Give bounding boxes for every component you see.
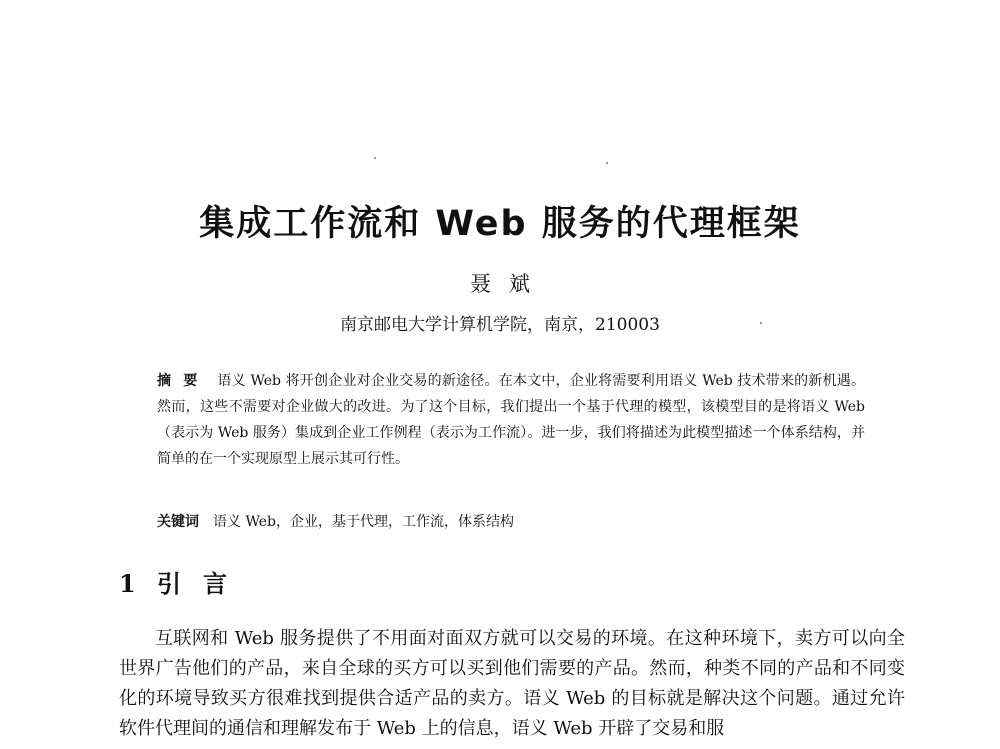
scan-speck [374,157,376,159]
body-paragraph: 互联网和 Web 服务提供了不用面对面双方就可以交易的环境。在这种环境下，卖方可以向全世界广告他们的产品，来自全球的买方可以买到他们需要的产品。然而，种类不同的产品和不同变化的环境导致买方很难找到提供合适产品的卖方。语义 Web 的目标就是解决这个问题。通过允许软件代理间的通信和理解发布于 Web 上的信息，语义 Web 开辟了交易和服 [119,628,905,739]
author-affiliation: 南京邮电大学计算机学院，南京，210003 [340,315,660,335]
abstract-label: 摘要 [157,373,210,389]
section-number: 1 [119,569,136,598]
abstract [157,368,865,472]
paper-title: 集成工作流和 Web 服务的代理框架 [199,204,801,244]
section-title: 引言 [157,570,249,598]
keywords-label: 关键词 [157,514,199,530]
keywords [157,511,865,531]
section-heading [119,564,249,599]
abstract-text: 语义 Web 将开创企业对企业交易的新途径。在本文中，企业将需要利用语义 Web 技术带来的新机遇。然而，这些不需要对企业做大的改进。为了这个目标，我们提出一个基于代理的模型，该模型目的是将语义 Web（表示为 Web 服务）集成到企业工作例程（表示为工作流）。进一步，我们将描述为此模型描述一个体系结构，并简单的在一个实现原型上展示其可行性。 [157,373,866,467]
scan-speck [606,162,608,164]
keywords-text: 语义 Web，企业，基于代理，工作流，体系结构 [213,514,514,530]
body-text [119,624,905,744]
author-name: 聂斌 [470,272,548,296]
